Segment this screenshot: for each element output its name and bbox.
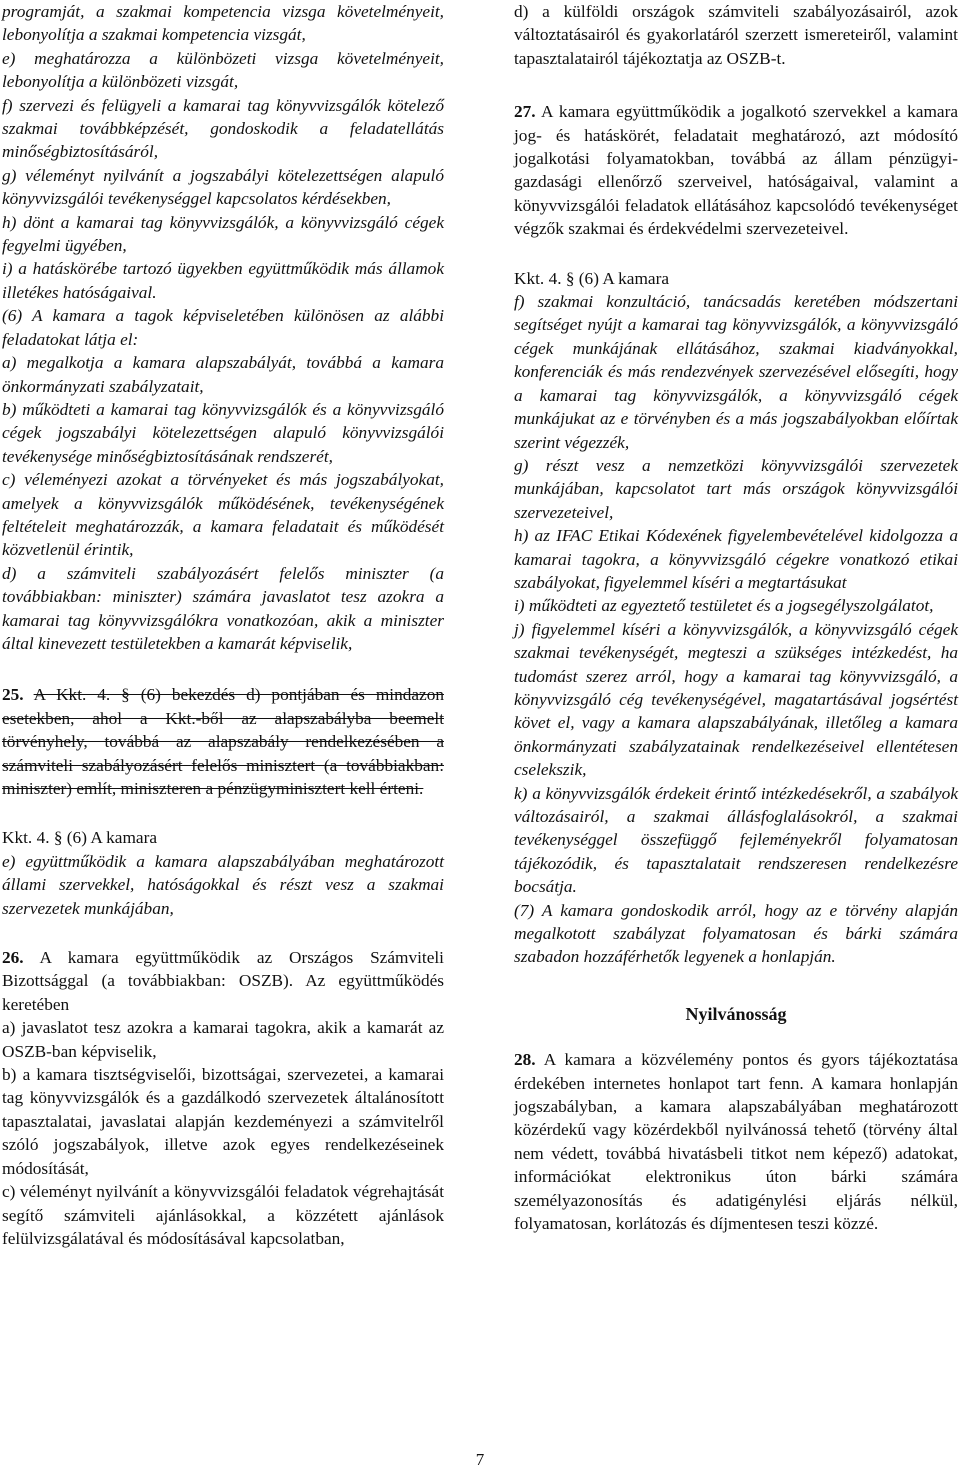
section-heading: Nyilvánosság — [685, 1003, 787, 1024]
right-column — [514, 0, 958, 1236]
section-text: A kamara együttműködik az Országos Számviteli Bizottsággal (a továbbiakban: OSZB). Az együttműködés keretében — [2, 948, 444, 1014]
section-number: 26. — [2, 948, 24, 968]
quote-item: e) együttműködik a kamara alapszabályában meghatározott állami szervekkel, hatóságokkal és részt vesz a szakmai szervezetek munkájában, — [2, 851, 444, 918]
list-item: d) a számviteli szabályozásért felelős miniszter (a továbbiakban: miniszter) számára javaslatot tesz azokra a kamarai tag könyvvizsgálókra vonatkozóan, akik a miniszter által kinevezett testületekben a kamarát képviselik, — [2, 563, 444, 653]
section-number: 27. — [514, 102, 536, 122]
list-item: h) dönt a kamarai tag könyvvizsgálók, a könyvvizsgáló cégek fegyelmi ügyében, — [2, 212, 444, 256]
quote-item: k) a könyvvizsgálók érdekeit érintő intézkedésekről, a szabályok változásairól, a szakmai állásfoglalásokról, a szakmai tevékenységgel összefüggő fejleményekről folyamatosan tájékozódik, és tapasztalatait rendszeresen rendelkezésre bocsátja. — [514, 783, 958, 897]
list-item: c) véleményt nyilvánít a könyvvizsgálói feladatok végrehajtását segítő számviteli ajánlásokkal, a közzétett ajánlások felülvizsgálatával és módosításával kapcsolatban, — [2, 1182, 444, 1248]
section-27 — [514, 100, 958, 240]
quote-item: (7) A kamara gondoskodik arról, hogy az e törvény alapján megalkotott szabályzat folyamatosan és bárki számára szabadon hozzáférhetők legyenek a honlapján. — [514, 900, 958, 967]
paragraph: (6) A kamara a tagok képviseletében különösen az alábbi feladatokat látja el: — [2, 306, 444, 349]
quote-item: h) az IFAC Etikai Kódexének figyelembevételével kidolgozza a kamarai tagokra, a könyvvizsgáló cégekre vonatkozó etikai szabályokat, figyelemmel kíséri a megtartásukat — [514, 526, 958, 592]
section-text: A kamara a közvélemény pontos és gyors tájékoztatása érdekében internetes honlapot tart fenn. A kamara honlapján jogszabályban, a kamara alapszabályában meghatározott közérdekű vagy közérdekből nyilvánossá tehető (törvény által nem védett, továbbá hivatásbeli titkot nem képező) adatokat, információkat elektronikus úton bárki számára személyazonosítás és adatigénylési eljárás nélkül, folyamatosan, korlátozás és díjmentesen teszi közzé. — [514, 1050, 958, 1234]
section-number: 25. — [2, 685, 24, 705]
paragraph: programját, a szakmai kompetencia vizsga követelményeit, lebonyolítja a szakmai kompetencia vizsgát, — [2, 2, 444, 45]
quote-item: i) működteti az egyeztető testületet és a jogsegélyszolgálatot, — [514, 596, 934, 616]
list-item: i) a hatáskörébe tartozó ügyekben együttműködik más államok illetékes hatóságaival. — [2, 259, 444, 302]
quote-item: f) szakmai konzultáció, tanácsadás keretében módszertani segítséget nyújt a kamarai tag könyvvizsgálók, a könyvvizsgáló cégek munkájának ellátásához, szakmai kiadványokkal, konferenciák és más rendezvények szervezésével elősegíti, hogy a kamarai tag könyvvizsgálók, a könyvvizsgáló cégek munkájukat az e törvényben és a más jogszabályokban előírtak szerint végezzék, — [514, 292, 958, 452]
list-item: c) véleményezi azokat a törvényeket és más jogszabályokat, amelyek a könyvvizsgálók működésének, tevékenységének feltételeit meghatározzák, a kamara feladatait és működését közvetlenül érintik, — [2, 470, 444, 560]
list-item: e) meghatározza a különbözeti vizsga követelményeit, lebonyolítja a különbözeti vizsgát, — [2, 48, 444, 92]
quote-item: j) figyelemmel kíséri a könyvvizsgálók, a könyvvizsgáló cégek szakmai tevékenységét, megteszi a szükséges intézkedést, ha tudomást szerez arról, hogy a kamarai tag könyvvizsgáló, a könyvvizsgáló cég tevékenységével, magatartásával jogsértést követ el, vagy a kamara alapszabályának, illetőleg a kamara önkormányzati szabályzatainak rendelkezéseivel ellentétesen cselekszik, — [514, 619, 958, 780]
quote-item: g) részt vesz a nemzetközi könyvvizsgálói szervezetek munkájában, kapcsolatot tart más országok könyvvizsgálói szervezeteivel, — [514, 455, 958, 522]
section-28 — [514, 1048, 958, 1235]
quote-heading: Kkt. 4. § (6) A kamara — [514, 268, 670, 288]
quote-heading: Kkt. 4. § (6) A kamara — [2, 828, 158, 848]
list-item: b) működteti a kamarai tag könyvvizsgálók és a könyvvizsgáló cégek jogszabályi kötelezettségen alapuló könyvvizsgálói tevékenysége minőségbiztosításának rendszerét, — [2, 399, 444, 466]
section-number: 28. — [514, 1050, 536, 1070]
list-item: d) a külföldi országok számviteli szabályozásairól, azok változtatásairól és gyakorlatáról szerzett ismereteiről, valamint tapasztalatairól tájékoztatja az OSZB-t. — [514, 2, 958, 68]
list-item: g) véleményt nyilvánít a jogszabályi kötelezettségen alapuló könyvvizsgálói tevékenységgel kapcsolatos kérdésekben, — [2, 165, 444, 209]
page-number: 7 — [475, 1450, 485, 1469]
list-item: f) szervezi és felügyeli a kamarai tag könyvvizsgálók kötelező szakmai továbbképzését, gondoskodik a feladatellátás minőségbiztosításáról, — [2, 95, 444, 162]
section-25 — [2, 683, 444, 800]
list-item: a) megalkotja a kamara alapszabályát, továbbá a kamara önkormányzati szabályzatait, — [2, 353, 444, 396]
section-26 — [2, 946, 444, 1016]
left-column — [2, 0, 444, 1250]
list-item: a) javaslatot tesz azokra a kamarai tagokra, akik a kamarát az OSZB-ban képviselik, — [2, 1018, 444, 1061]
struck-text: A Kkt. 4. § (6) bekezdés d) pontjában és mindazon esetekben, ahol a Kkt.-ből az alapszabályba beemelt törvényhely, továbbá az alapszabály rendelkezésében a számviteli szabályozásért felelős minisztert (a továbbiakban: miniszter) említ, miniszteren a pénzügyminisztert kell érteni. — [2, 685, 444, 798]
list-item: b) a kamara tisztségviselői, bizottságai, szervezetei, a kamarai tag könyvvizsgálók és a gazdálkodó szervezetek általánosított tapasztalatai, javaslatai alapján kezdeményezi a számvitelről szóló jogszabályok, illetve azok egyes rendelkezéseinek módosítását, — [2, 1065, 444, 1178]
section-text: A kamara együttműködik a jogalkotó szervekkel a kamara jog- és hatáskörét, feladatait meghatározó, azt módosító jogalkotási folyamatokban, továbbá az állam pénzügyi-gazdasági ellenőrző szerveivel, hatóságaival, valamint a könyvvizsgálói feladatok ellátásához kapcsolódó tevékenységet végzők szakmai és érdekvédelmi szervezeteivel. — [514, 102, 958, 239]
